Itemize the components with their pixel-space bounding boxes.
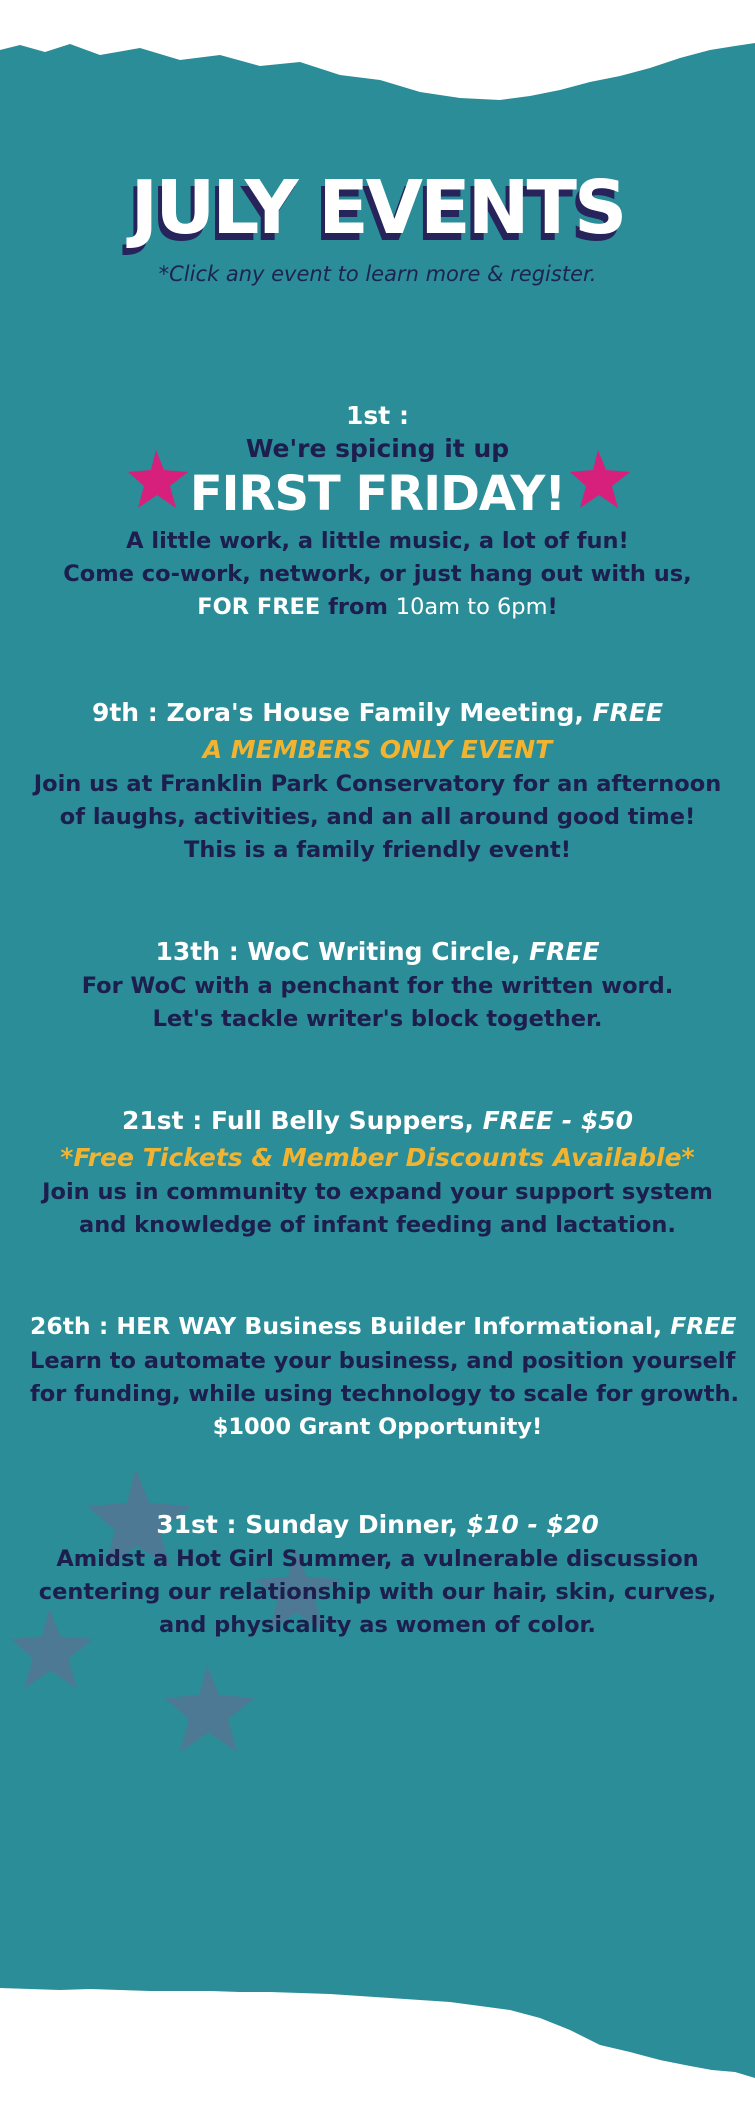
event-price: FREE xyxy=(529,937,600,966)
event-description-line: Join us at Franklin Park Conservatory for an afternoon xyxy=(33,771,722,797)
event-sunday-dinner[interactable] xyxy=(30,1506,725,1642)
event-description-line: For WoC with a penchant for the written word. xyxy=(81,973,674,999)
event-description-line: for funding, while using technology to scale for growth. xyxy=(30,1381,740,1407)
event-heading-text: 21st : Full Belly Suppers, xyxy=(121,1106,483,1135)
event-price: FREE xyxy=(592,698,664,727)
event-date: 1st : xyxy=(346,401,409,430)
event-note: *Free Tickets & Member Discounts Available* xyxy=(60,1143,695,1172)
time-range: 10am to 6pm xyxy=(395,594,548,620)
event-grant-line: $1000 Grant Opportunity! xyxy=(212,1414,543,1440)
event-heading xyxy=(30,1308,737,1345)
event-heading xyxy=(30,933,725,970)
event-note: A MEMBERS ONLY EVENT xyxy=(202,735,553,764)
event-first-friday[interactable] xyxy=(30,397,725,624)
event-writing-circle[interactable] xyxy=(30,933,725,1036)
event-title: FIRST FRIDAY! xyxy=(189,466,566,522)
event-heading-text: 13th : WoC Writing Circle, xyxy=(155,937,530,966)
event-heading xyxy=(30,1102,725,1139)
event-her-way[interactable] xyxy=(30,1308,740,1444)
event-description-line: Amidst a Hot Girl Summer, a vulnerable discussion xyxy=(56,1546,699,1572)
event-heading-text: 31st : Sunday Dinner, xyxy=(156,1510,467,1539)
event-price: FREE xyxy=(670,1312,737,1340)
event-heading-text: 9th : Zora's House Family Meeting, xyxy=(91,698,593,727)
event-description-line: Let's tackle writer's block together. xyxy=(152,1006,603,1032)
event-description-line: This is a family friendly event! xyxy=(183,837,571,863)
event-heading xyxy=(30,694,725,731)
event-full-belly-suppers[interactable] xyxy=(30,1102,725,1242)
event-heading xyxy=(30,1506,725,1543)
event-description-line: centering our relationship with our hair, skin, curves, xyxy=(38,1579,717,1605)
event-description-line: and knowledge of infant feeding and lactation. xyxy=(79,1212,676,1238)
event-heading-text: 26th : HER WAY Business Builder Informational, xyxy=(30,1312,671,1340)
event-description-line: of laughs, activities, and an all around good time! xyxy=(59,804,696,830)
faded-star-icon-4 xyxy=(162,1662,258,1758)
event-description-line: A little work, a little music, a lot of fun! xyxy=(126,528,629,554)
event-family-meeting[interactable] xyxy=(30,694,725,867)
from-label: from xyxy=(320,594,396,620)
event-description-line: Join us in community to expand your support system xyxy=(42,1179,713,1205)
end-punct: ! xyxy=(547,594,558,620)
event-description-line: Come co-work, network, or just hang out with us, xyxy=(63,561,692,587)
event-description-line: and physicality as women of color. xyxy=(159,1612,596,1638)
event-price: FREE - $50 xyxy=(482,1106,634,1135)
page-subtitle: *Click any event to learn more & register. xyxy=(158,262,597,286)
free-label: FOR FREE xyxy=(197,594,321,620)
event-price: $10 - $20 xyxy=(466,1510,599,1539)
event-tagline: We're spicing it up xyxy=(245,434,510,463)
event-description-line: Learn to automate your business, and position yourself xyxy=(30,1348,736,1374)
page-title: JULY EVENTS xyxy=(130,165,625,251)
event-description-line xyxy=(30,591,725,624)
page-title-wrap xyxy=(0,165,755,251)
